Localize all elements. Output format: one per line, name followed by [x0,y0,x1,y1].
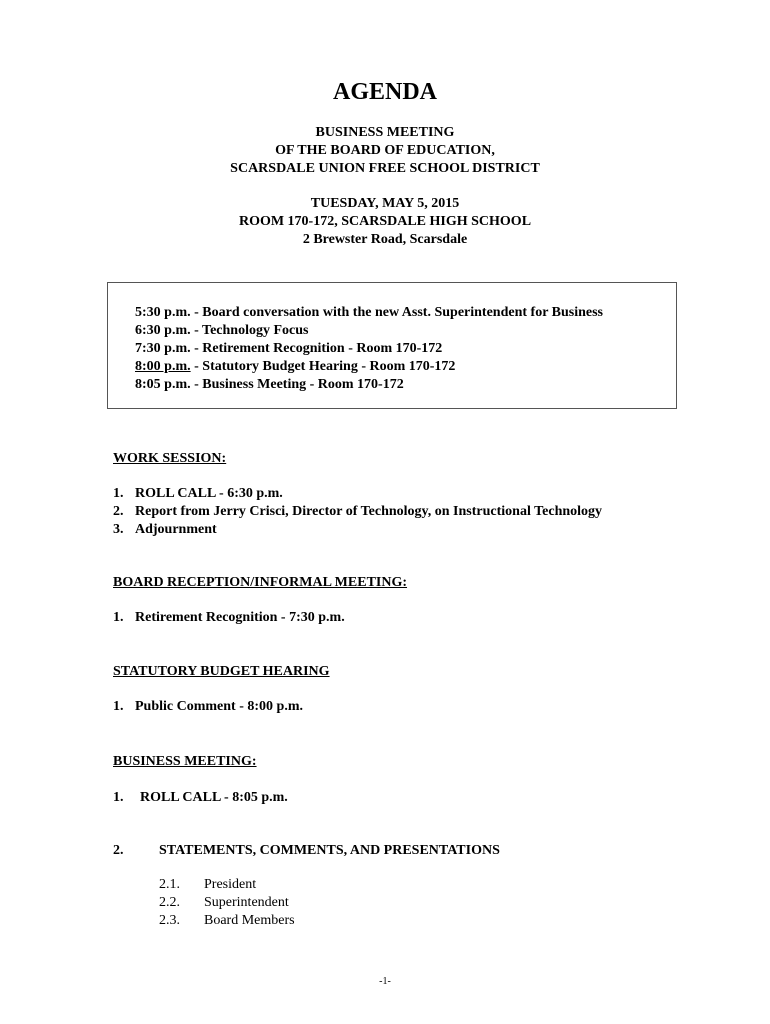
list-item: 1. Retirement Recognition - 7:30 p.m. [113,610,345,625]
schedule-line: 5:30 p.m. - Board conversation with the new Asst. Superintendent for Business [135,305,604,320]
schedule-line: 7:30 p.m. - Retirement Recognition - Room 170-172 [135,341,443,356]
budget-hearing-heading: STATUTORY BUDGET HEARING [113,664,330,679]
sub-list-item: 2.3. Board Members [159,913,295,928]
schedule-line: 6:30 p.m. - Technology Focus [135,323,309,338]
page-title: AGENDA [332,79,437,105]
meeting-address: 2 Brewster Road, Scarsdale [302,232,468,247]
sub-list-item: 2.2. Superintendent [159,895,289,910]
list-item: 1. ROLL CALL - 6:30 p.m. [113,486,283,501]
work-session-heading: WORK SESSION: [113,451,227,466]
list-item: 1. ROLL CALL - 8:05 p.m. [113,790,288,805]
list-item: 2. Report from Jerry Crisci, Director of Technology, on Instructional Technology [113,504,603,519]
list-item: 1. Public Comment - 8:00 p.m. [113,699,303,714]
page-number: -1- [379,976,391,987]
board-reception-heading: BOARD RECEPTION/INFORMAL MEETING: [113,575,408,590]
board-name: OF THE BOARD OF EDUCATION, [275,143,495,158]
meeting-date: TUESDAY, MAY 5, 2015 [310,196,460,211]
sub-list-item: 2.1. President [159,877,257,892]
district-name: SCARSDALE UNION FREE SCHOOL DISTRICT [230,161,540,176]
schedule-line: 8:05 p.m. - Business Meeting - Room 170-172 [135,377,404,392]
meeting-type: BUSINESS MEETING [315,125,455,140]
meeting-room: ROOM 170-172, SCARSDALE HIGH SCHOOL [238,214,532,229]
list-item: 3. Adjournment [113,522,217,537]
business-meeting-heading: BUSINESS MEETING: [113,754,257,769]
schedule-line: 8:00 p.m. - Statutory Budget Hearing - Room 170-172 [135,359,456,374]
list-item: 2. STATEMENTS, COMMENTS, AND PRESENTATIONS [113,843,500,858]
